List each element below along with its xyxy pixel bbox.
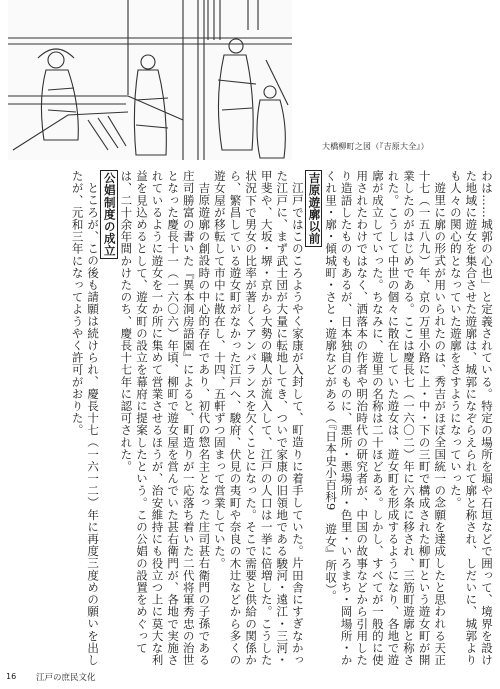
woodblock-figures-icon [8,0,292,160]
body-text [6,170,494,668]
section-heading: 吉原遊廓以前 [305,170,323,247]
paragraph: ところが、この後も請願は続けられ、慶長十七（一六一二）年に再度三度めの願いを出したが、元和三年になってようやく許可がおりた。 [70,170,101,666]
paragraph: 江戸ではこのころようやく家康が入封して、町造りに着手していた。片田舎にすぎなかった江戸に、まず武士団が大量に転地してき、ついで家康の旧領地である駿河・遠江・三河・甲斐や、大坂・堺・京から大勢の職人が流入して、江戸の人口は一挙に倍増した。こうした状況下で男女の比率が著しくアンバランスを欠くことになった。そこで需要と供給の関係から、繁昌している遊女町がなかった江戸へ、駿府、伏見の夷町や奈良の木辻などから多くの遊女屋が移転して市中に散在し、十四、五軒ずつ固まって営業していた。 [212,170,305,667]
figure-caption: 大橋柳町之図（『吉原大全』） [322,142,429,151]
page-number: 16 [6,672,17,681]
running-head: 江戸の庶民文化 [36,673,96,683]
section-heading: 公娼制度の成立 [100,170,118,259]
illustration [8,0,292,160]
paragraph: わは……城郭の心也」と定義されている。特定の場所を堀や石垣などで囲って、境界を設けた地域に遊女を集合させた遊廓は、城郭になぞらえられて廓と称され、しだいに、城郭よりも人々の関心的となっていた遊廓をさすようになっていった。 [448,170,494,667]
paragraph: 吉原遊廓の創設時の中心的存在であり、初代の惣名主となった庄司甚右衛門の子孫である庄司勝富の書いた『異本洞房語園』によると、町造りが一応落ち着いた二代将軍秀忠の治世となった慶長十一（一六〇六）年頃、柳町で遊女屋を営んでいた甚右衛門が、各地で実施されているように遊女を一か所に集めて営業させるほうが、治安維持にも役立つ上に莫大な利益を見込めるとして、遊女町の設立を幕府に提案したという。この公娼の設置をめぐっては、二十余年間かけたのち、慶長十七年に認可された。 [119,170,212,667]
paragraph: 遊里に廓の形式が用いられたのは、秀吉がほぼ全国統一の念願を達成したと思われる天正十七（一五八九）年、京の万里小路に上・中・下の三町で構成された柳町という遊女町が開業したのがはじめである。ここは慶長七（一六〇二）年に六条に移され、三筋町遊廓と称された。こうして中世の個々に散在していた遊女は、遊女町を形成するようになり、各地で遊廓が成立していった。ちなみに、遊里の名称は二十ほどある。しかし、すべてが一般的に使用されたわけではなく、洒落本の作者や明治時代の研究者が、中国の故事などから引用したり造語したものもあるが、日本独自のものに、悪所・悪場所・色里・いろまち・岡場所・かくれ里・廓・傾城町・さと・遊廓などがある（『日本史小百科9 遊女』所収）。 [324,170,448,667]
